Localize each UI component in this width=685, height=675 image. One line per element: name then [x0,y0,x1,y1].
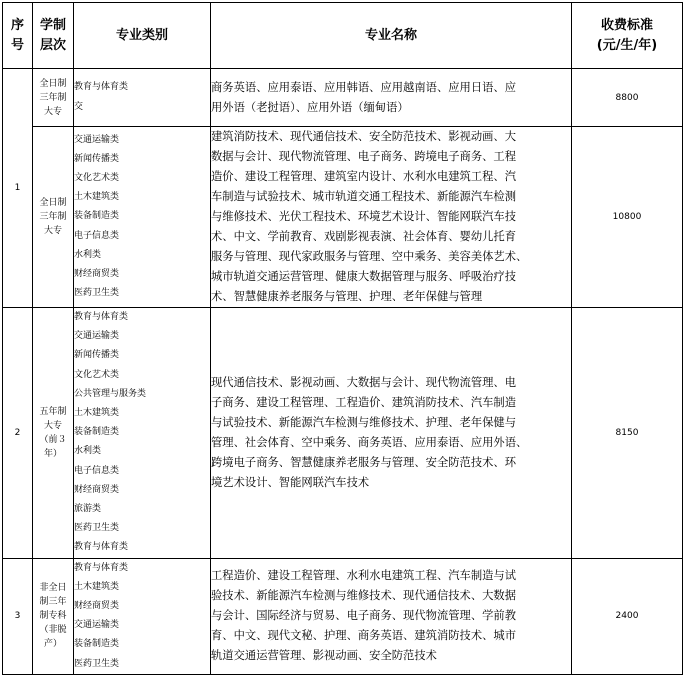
row-seq: 3 [3,558,33,674]
row-categories: 教育与体育类 交 [74,69,211,127]
header-category: 专业类别 [74,3,211,69]
row-fee: 10800 [572,127,683,308]
row-seq: 1 [3,69,33,308]
table-row [3,127,683,308]
header-type: 学制 层次 [33,3,74,69]
row-type: 非全日 制三年 制专科 （非脱 产） [33,558,74,674]
row-fee: 8800 [572,69,683,127]
row-majors: 建筑消防技术、现代通信技术、安全防范技术、影视动画、大 数据与会计、现代物流管理、电子商务、跨境电子商务、工程 造价、建设工程管理、建筑室内设计、水利水电建筑工程、汽 车制造与试验技术、城市轨道交通工程技术、新能源汽车检测 与维修技术、光伏工程技术、环境艺术设计、智能网联汽车技 术、中文、学前教育、戏剧影视表演、社会体育、婴幼儿托育 服务与管理、现代家政服务与管理、空中乘务、美容美体艺术、 城市轨道交通运营管理、健康大数据管理与服务、呼吸治疗技 术、智慧健康养老服务与管理、护理、老年保健与管理 [211,127,572,308]
table-row [3,69,683,127]
row-fee: 2400 [572,558,683,674]
header-name: 专业名称 [211,3,572,69]
table-row [3,558,683,674]
row-seq: 2 [3,308,33,559]
row-fee: 8150 [572,308,683,559]
fee-standard-table [2,2,683,675]
table-row [3,308,683,559]
row-majors: 工程造价、建设工程管理、水利水电建筑工程、汽车制造与试 验技术、新能源汽车检测与维修技术、现代通信技术、大数据 与会计、国际经济与贸易、电子商务、现代物流管理、学前教 育、中文、现代文秘、护理、商务英语、建筑消防技术、城市 轨道交通运营管理、影视动画、安全防范技术 [211,558,572,674]
row-categories: 交通运输类 新闻传播类 文化艺术类 土木建筑类 装备制造类 电子信息类 水利类 财经商贸类 医药卫生类 [74,127,211,308]
table-header-row [3,3,683,69]
row-categories: 教育与体育类 交通运输类 新闻传播类 文化艺术类 公共管理与服务类 土木建筑类 装备制造类 水利类 电子信息类 财经商贸类 旅游类 医药卫生类 教育与体育类 [74,308,211,559]
header-fee: 收费标准 (元/生/年) [572,3,683,69]
row-type: 全日制 三年制 大专 [33,127,74,308]
row-majors: 现代通信技术、影视动画、大数据与会计、现代物流管理、电 子商务、建设工程管理、工程造价、建筑消防技术、汽车制造 与试验技术、新能源汽车检测与维修技术、护理、老年保健与 管理、社会体育、空中乘务、商务英语、应用泰语、应用外语、 跨境电子商务、智慧健康养老服务与管理、安全防范技术、环 境艺术设计、智能网联汽车技术 [211,308,572,559]
row-majors: 商务英语、应用泰语、应用韩语、应用越南语、应用日语、应 用外语（老挝语）、应用外语（缅甸语） [211,69,572,127]
row-type: 全日制 三年制 大专 [33,69,74,127]
row-type: 五年制 大专 （前３ 年） [33,308,74,559]
header-seq: 序 号 [3,3,33,69]
row-categories: 教育与体育类 土木建筑类 财经商贸类 交通运输类 装备制造类 医药卫生类 [74,558,211,674]
